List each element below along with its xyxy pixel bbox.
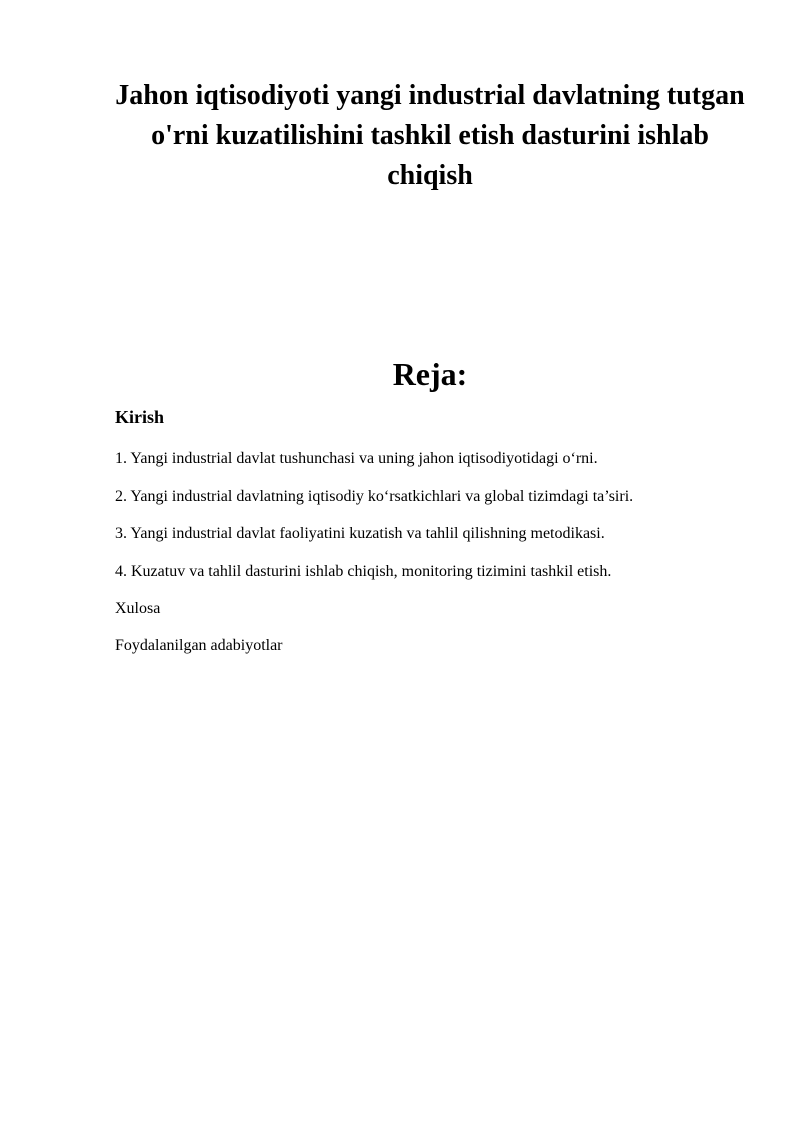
- conclusion-line: Xulosa: [115, 600, 161, 617]
- references-line: Foydalanilgan adabiyotlar: [115, 637, 283, 654]
- plan-heading: Reja:: [392, 356, 468, 392]
- document-title: Jahon iqtisodiyoti yangi industrial davlatning tutgan o'rni kuzatilishini tashkil etish dasturini ishlab chiqish: [115, 80, 745, 191]
- plan-item: 4. Kuzatuv va tahlil dasturini ishlab chiqish, monitoring tizimini tashkil etish.: [115, 562, 612, 580]
- plan-list: [115, 448, 633, 598]
- plan-item: 1. Yangi industrial davlat tushunchasi va uning jahon iqtisodiyotidagi o‘rni.: [115, 450, 598, 467]
- plan-item: 3. Yangi industrial davlat faoliyatini kuzatish va tahlil qilishning metodikasi.: [115, 525, 605, 542]
- plan-item: 2. Yangi industrial davlatning iqtisodiy ko‘rsatkichlari va global tizimdagi ta’siri.: [115, 487, 634, 505]
- intro-heading: Kirish: [115, 407, 165, 427]
